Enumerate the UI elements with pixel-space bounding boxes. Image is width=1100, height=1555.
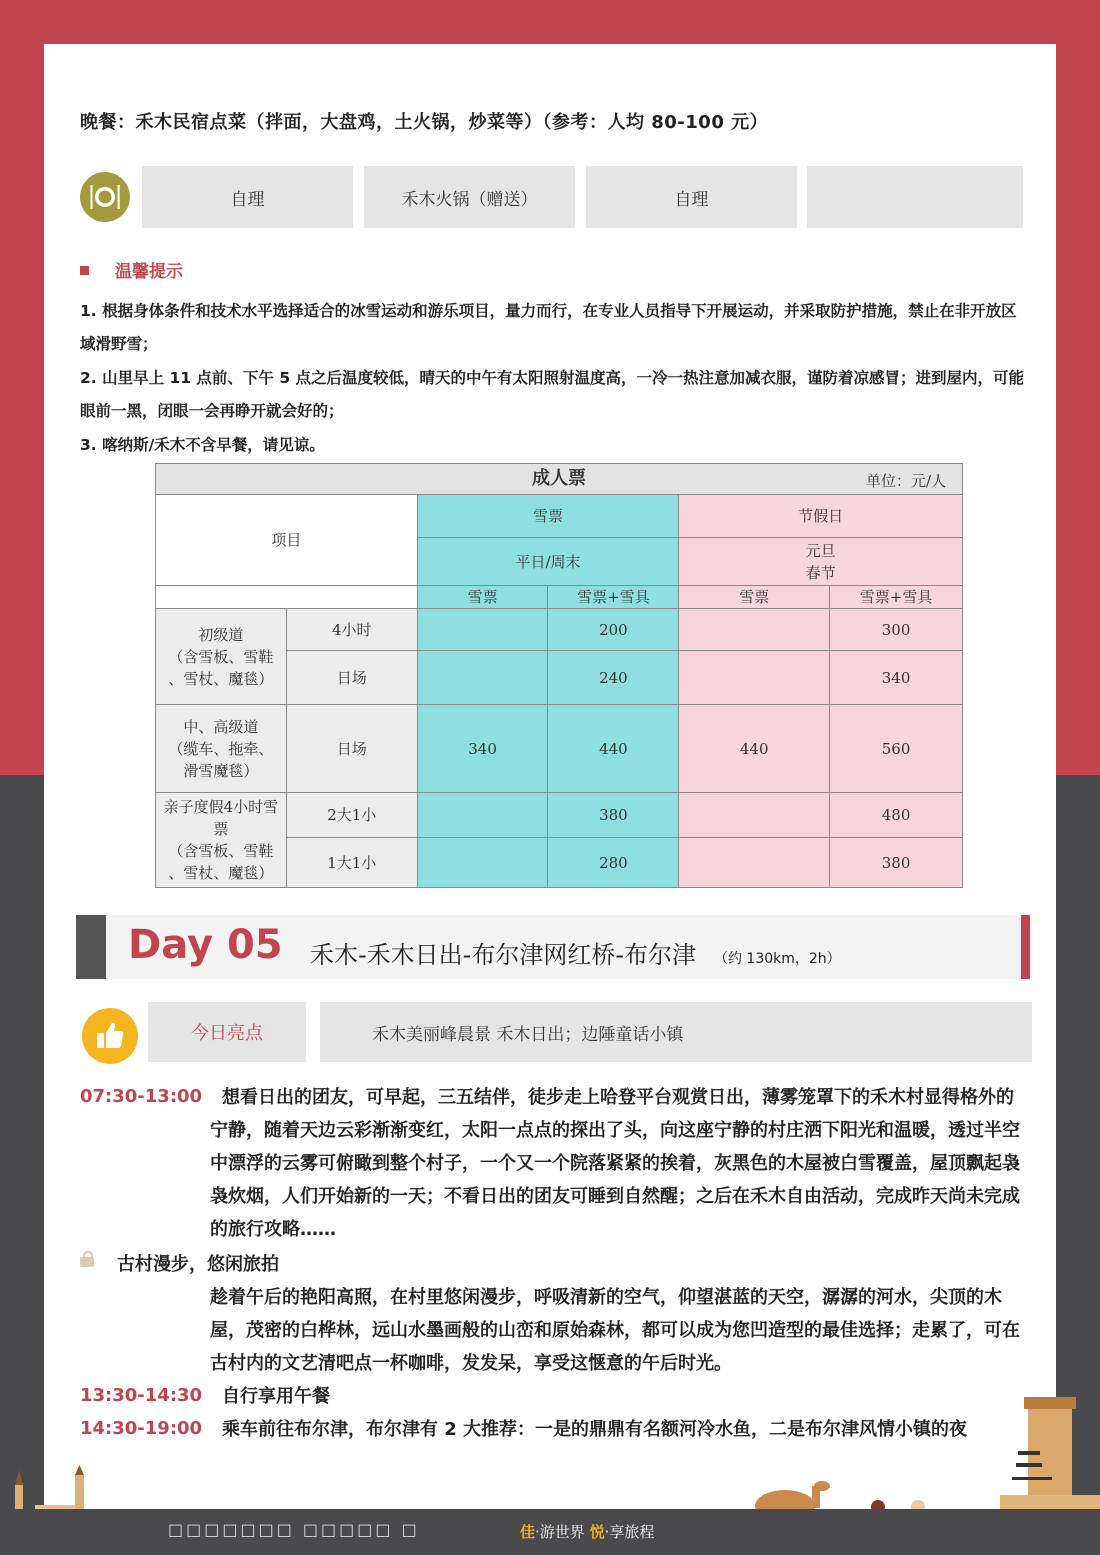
day-label: Day 05 [128,922,283,968]
route-text: 禾木-禾木日出-布尔津网红桥-布尔津 [310,941,696,969]
price-cell: 380 [548,793,679,838]
price-cell [417,793,548,838]
day-banner-left-bar [76,915,106,979]
table-title-cell [156,464,963,495]
item-header: 项目 [156,495,418,586]
price-cell: 240 [548,651,679,705]
square-bullet-icon [80,266,89,275]
schedule-time-1: 07:30-13:00 [80,1086,203,1107]
meal-extra [807,166,1023,228]
schedule-heading-2: 古村漫步，悠闲旅拍 [117,1254,279,1275]
blank-cell [156,586,418,609]
meal-dinner: 自理 [586,166,797,228]
price-cell [679,651,830,705]
price-cell: 340 [417,705,548,793]
weekday-header: 平日/周末 [417,538,679,586]
schedule-text-4: 乘车前往布尔津，布尔津有 2 大推荐：一是的鼎鼎有名额河冷水鱼，二是布尔津风情小镇的夜 [222,1419,968,1440]
tip-1: 1. 根据身体条件和技术水平选择适合的冰雪运动和游乐项目，量力而行，在专业人员指导下开展运动，并采取防护措施，禁止在非开放区域滑野雪； [80,302,1017,353]
schedule-text-1: 想看日出的团友，可早起，三五结伴，徒步走上哈登平台观赏日出，薄雾笼罩下的禾木村显得格外的宁静，随着天边云彩渐渐变红，太阳一点点的探出了头，向这座宁静的村庄洒下阳光和温暖，透过半空中漂浮的云雾可俯瞰到整个村子，一个又一个院落紧紧的挨着，灰黑色的木屋被白雪覆盖，屋顶飘起袅袅炊烟，人们开始新的一天；不看日出的团友可睡到自然醒；之后在禾木自由活动，完成昨天尚未完成的旅行攻略…… [210,1087,1020,1240]
row-type: 4小时 [286,609,417,651]
price-cell: 560 [830,705,963,793]
table-title: 成人票 [532,468,586,489]
group-advanced: 中、高级道 （缆车、拖牵、 滑雪魔毯） [156,705,287,793]
price-cell [417,609,548,651]
col-holiday-ticket-gear: 雪票+雪具 [830,586,963,609]
dinner-line: 晚餐：禾木民宿点菜（拌面，大盘鸡，土火锅，炒菜等）（参考：人均 80-100 元） [80,112,769,133]
row-type: 1大1小 [286,838,417,888]
price-cell: 480 [830,793,963,838]
dining-icon [80,172,130,222]
row-type: 日场 [286,651,417,705]
price-cell: 200 [548,609,679,651]
price-cell: 280 [548,838,679,888]
group-family: 亲子度假4小时雪 票 （含雪板、雪鞋 、雪杖、魔毯） [156,793,287,888]
tips-title [80,257,183,282]
schedule-text-2: 趁着午后的艳阳高照，在村里悠闲漫步，呼吸清新的空气，仰望湛蓝的天空，潺潺的河水，尖顶的木屋，茂密的白桦林，远山水墨画般的山峦和原始森林，都可以成为您凹造型的最佳选择；走累了，可在古村内的文艺清吧点一杯咖啡，发发呆，享受这惬意的午后时光。 [210,1287,1020,1374]
lock-icon [80,1257,94,1267]
col-ticket: 雪票 [417,586,548,609]
schedule-time-3: 13:30-14:30 [80,1385,203,1406]
price-cell [679,793,830,838]
tips-title-text: 温馨提示 [115,262,183,282]
schedule-text-3: 自行享用午餐 [222,1386,330,1407]
day-route [310,935,841,970]
route-distance: （约 130km，2h） [713,951,841,967]
price-cell [679,609,830,651]
highlight-label: 今日亮点 [148,1002,306,1062]
highlight-text: 禾木美丽峰晨景 禾木日出；边陲童话小镇 [372,1024,684,1045]
row-type: 2大1小 [286,793,417,838]
price-cell: 440 [679,705,830,793]
holiday-sub-header [679,538,963,586]
footer-slogan: 佳·游世界 悦·享旅程 [520,1523,655,1541]
meal-lunch: 禾木火锅（赠送） [364,166,575,228]
page-number-mark [1012,1445,1052,1487]
snow-header: 雪票 [417,495,679,538]
price-cell [679,838,830,888]
thumbs-up-icon [82,1008,138,1064]
day-banner-right-bar [1021,915,1030,979]
holiday-header: 节假日 [679,495,963,538]
footer-placeholder-text: □□□□□□□ □□□□□ □ [168,1520,420,1539]
row-type: 日场 [286,705,417,793]
price-cell [417,651,548,705]
highlight-content [320,1002,1032,1062]
price-cell: 340 [830,651,963,705]
col-holiday-ticket: 雪票 [679,586,830,609]
schedule-time-4: 14:30-19:00 [80,1418,203,1439]
price-cell [417,838,548,888]
table-unit: 单位：元/人 [865,472,946,490]
meal-breakfast: 自理 [142,166,353,228]
tip-3: 3. 喀纳斯/禾木不含早餐，请见谅。 [80,436,325,454]
holiday-spring: 春节 [805,563,836,582]
ticket-price-table [155,463,963,886]
price-cell: 300 [830,609,963,651]
col-ticket-gear: 雪票+雪具 [548,586,679,609]
price-cell: 440 [548,705,679,793]
tip-2: 2. 山里早上 11 点前、下午 5 点之后温度较低，晴天的中午有太阳照射温度高，一冷一热注意加减衣服，谨防着凉感冒；进到屋内，可能眼前一黑，闭眼一会再睁开就会好的； [80,369,1025,420]
holiday-new-year: 元旦 [805,541,836,560]
group-beginner: 初级道 （含雪板、雪鞋 、雪杖、魔毯） [156,609,287,705]
price-cell: 380 [830,838,963,888]
